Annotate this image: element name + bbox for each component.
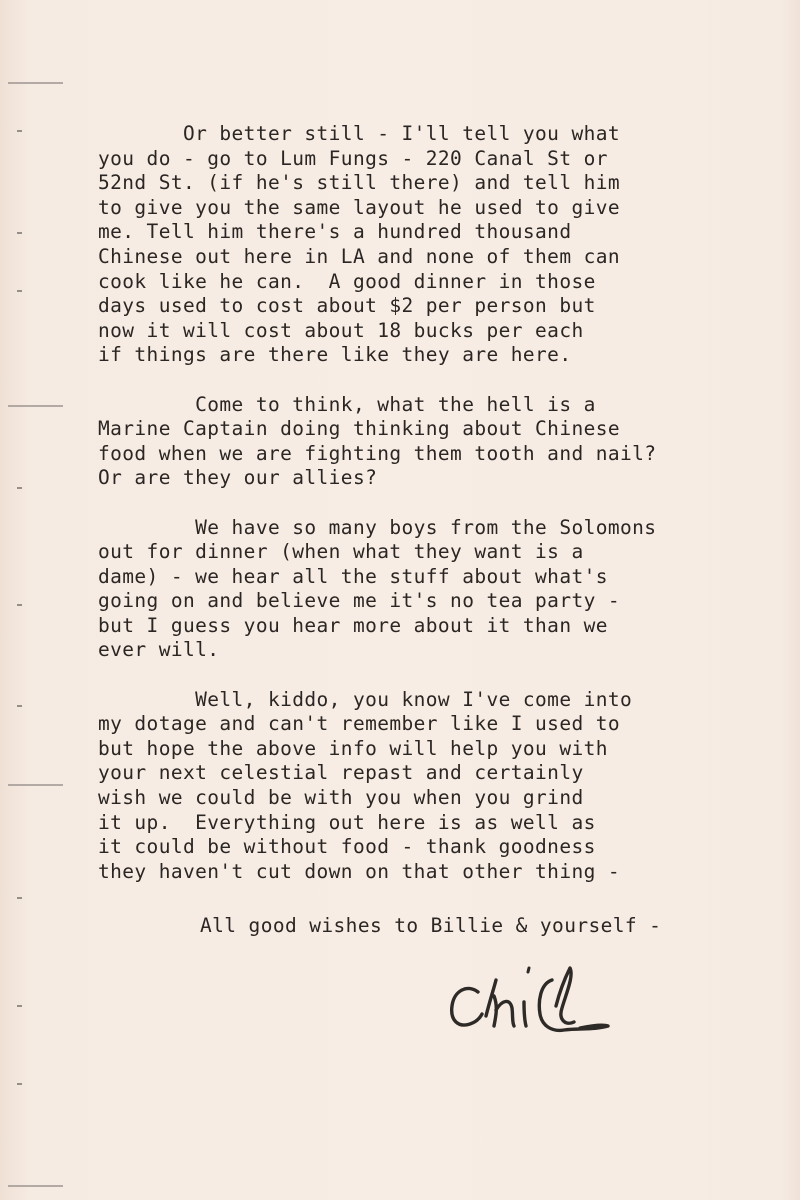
binder-mark — [8, 784, 63, 786]
text-line: 52nd St. (if he's still there) and tell him — [98, 171, 621, 195]
text-line: my dotage and can't remember like I used to — [98, 712, 621, 736]
text-line: you do - go to Lum Fungs - 220 Canal St or — [98, 146, 608, 170]
text-line: Marine Captain doing thinking about Chinese — [98, 417, 621, 441]
text-line: food when we are fighting them tooth and nail? — [98, 441, 657, 465]
binder-mark — [8, 1185, 63, 1187]
paragraph-4 — [98, 688, 778, 885]
text-line: they haven't cut down on that other thing - — [98, 859, 621, 883]
text-line: to give you the same layout he used to give — [98, 195, 621, 219]
paragraph-2 — [98, 393, 778, 491]
edge-dot — [17, 232, 22, 234]
closing-line: All good wishes to Billie & yourself - — [200, 914, 662, 937]
edge-dot — [17, 290, 22, 292]
text-line: but I guess you hear more about it than we — [98, 613, 608, 637]
handwritten-signature — [440, 950, 630, 1045]
text-line: me. Tell him there's a hundred thousand — [98, 220, 572, 244]
text-line: your next celestial repast and certainly — [98, 761, 584, 785]
text-line: wish we could be with you when you grind — [98, 786, 584, 810]
text-line: Or are they our allies? — [98, 466, 378, 490]
text-line: Or better still - I'll tell you what — [98, 122, 621, 145]
edge-dot — [17, 1083, 22, 1085]
edge-dot — [17, 1005, 22, 1007]
text-line: cook like he can. A good dinner in those — [98, 269, 596, 293]
text-line: if things are there like they are here. — [98, 343, 572, 367]
binder-mark — [8, 405, 63, 407]
text-line: it could be without food - thank goodness — [98, 835, 596, 859]
text-line: out for dinner (when what they want is a — [98, 540, 584, 564]
binder-mark — [8, 82, 63, 84]
paragraph-1 — [98, 122, 778, 368]
text-line: Well, kiddo, you know I've come into — [98, 687, 633, 711]
text-line: but hope the above info will help you with — [98, 736, 608, 760]
text-line: Chinese out here in LA and none of them can — [98, 244, 621, 268]
text-line: now it will cost about 18 bucks per each — [98, 318, 584, 342]
edge-dot — [17, 705, 22, 707]
text-line: going on and believe me it's no tea party - — [98, 589, 621, 613]
edge-dot — [17, 604, 22, 606]
paragraph-3 — [98, 516, 778, 664]
edge-dot — [17, 130, 22, 132]
text-line: days used to cost about $2 per person but — [98, 294, 596, 318]
text-line: ever will. — [98, 638, 220, 662]
text-line: dame) - we hear all the stuff about what's — [98, 564, 608, 588]
text-line: We have so many boys from the Solomons — [98, 515, 657, 539]
text-line: it up. Everything out here is as well as — [98, 810, 596, 834]
edge-dot — [17, 487, 22, 489]
text-line: Come to think, what the hell is a — [98, 392, 596, 416]
edge-dot — [17, 897, 22, 899]
letter-body — [98, 122, 778, 909]
